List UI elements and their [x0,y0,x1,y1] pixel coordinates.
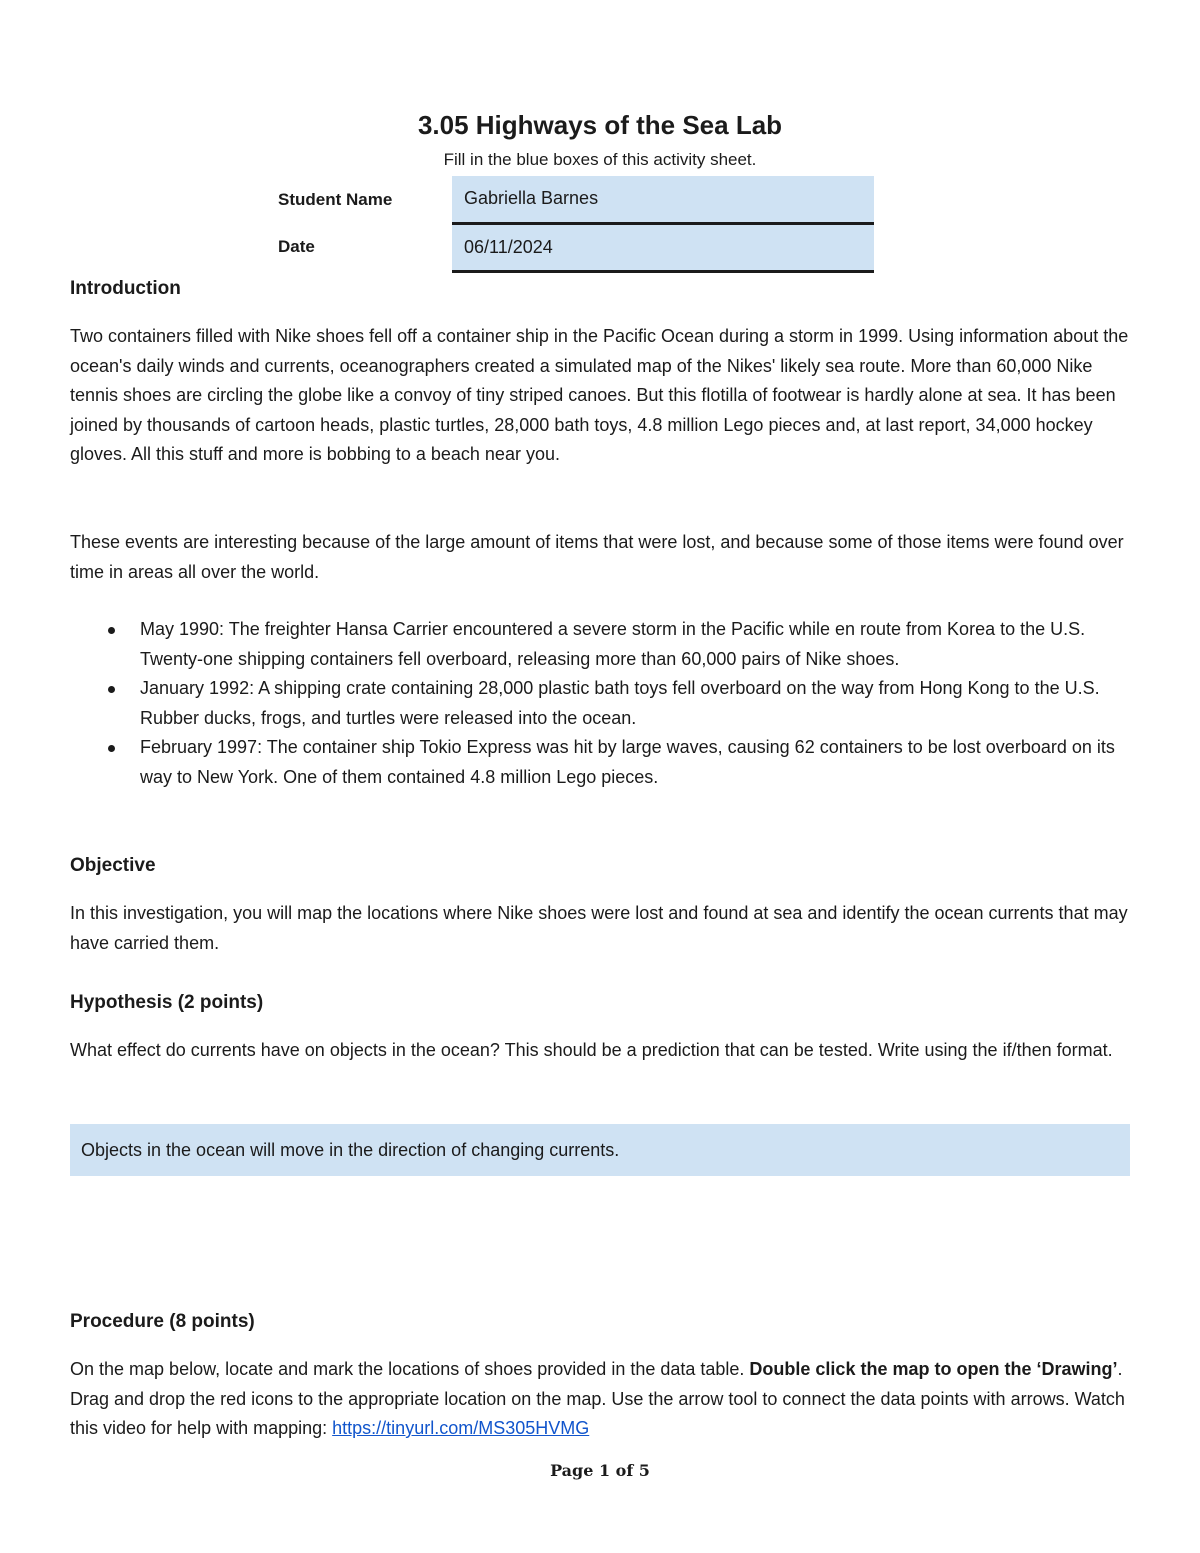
procedure-bold-instruction: Double click the map to open the ‘Drawing’ [749,1359,1118,1379]
student-info-table [270,176,874,273]
student-name-field[interactable]: Gabriella Barnes [452,176,874,223]
hypothesis-heading: Hypothesis (2 points) [70,992,264,1013]
student-name-label: Student Name [278,189,393,209]
page-title: 3.05 Highways of the Sea Lab [417,110,783,140]
procedure-text [70,1355,1130,1444]
list-item: February 1997: The container ship Tokio Express was hit by large waves, causing 62 containers to be lost overboard on its way to New York. One of them contained 4.8 million Lego pieces. [70,733,1130,792]
page-subtitle: Fill in the blue boxes of this activity sheet. [443,150,757,169]
introduction-paragraph-2: These events are interesting because of the large amount of items that were lost, and because some of those items were found over time in areas all over the world. [70,532,1124,582]
introduction-paragraph-1: Two containers filled with Nike shoes fell off a container ship in the Pacific Ocean during a storm in 1999. Using information about the ocean's daily winds and currents, oceanographers created a simulated map of the Nikes' likely sea route. More than 60,000 Nike tennis shoes are circling the globe like a convoy of tiny striped canoes. But this flotilla of footwear is hardly alone at sea. It has been joined by thousands of cartoon heads, plastic turtles, 28,000 bath toys, 4.8 million Lego pieces and, at last report, 34,000 hockey gloves. All this stuff and more is bobbing to a beach near you. [70,326,1129,464]
date-row [270,223,874,271]
student-name-row [270,176,874,223]
introduction-heading: Introduction [70,278,181,299]
objective-heading: Objective [70,855,156,876]
procedure-text-part-2: . Drag and drop the red icons to the appropriate location on the map. Use the arrow tool to connect the data points with arrows. Watch this video for help with mapping: [70,1359,1125,1438]
list-item: January 1992: A shipping crate containing 28,000 plastic bath toys fell overboard on the way from Hong Kong to the U.S. Rubber ducks, frogs, and turtles were released into the ocean. [70,674,1130,733]
date-label: Date [278,237,315,256]
procedure-text-part-1: On the map below, locate and mark the locations of shoes provided in the data table. [70,1359,750,1379]
page-number: Page 1 of 5 [550,1461,650,1480]
events-list [70,615,1130,792]
video-help-link[interactable]: https://tinyurl.com/MS305HVMG [332,1418,590,1438]
procedure-heading: Procedure (8 points) [70,1311,255,1332]
hypothesis-answer-field[interactable]: Objects in the ocean will move in the direction of changing currents. [70,1124,1130,1176]
hypothesis-prompt: What effect do currents have on objects in the ocean? This should be a prediction that can be tested. Write using the if/then format. [70,1040,1113,1060]
list-item: May 1990: The freighter Hansa Carrier encountered a severe storm in the Pacific while en route from Korea to the U.S. Twenty-one shipping containers fell overboard, releasing more than 60,000 pairs of Nike shoes. [70,615,1130,674]
objective-text: In this investigation, you will map the locations where Nike shoes were lost and found at sea and identify the ocean currents that may have carried them. [70,903,1128,953]
date-field[interactable]: 06/11/2024 [452,223,874,271]
